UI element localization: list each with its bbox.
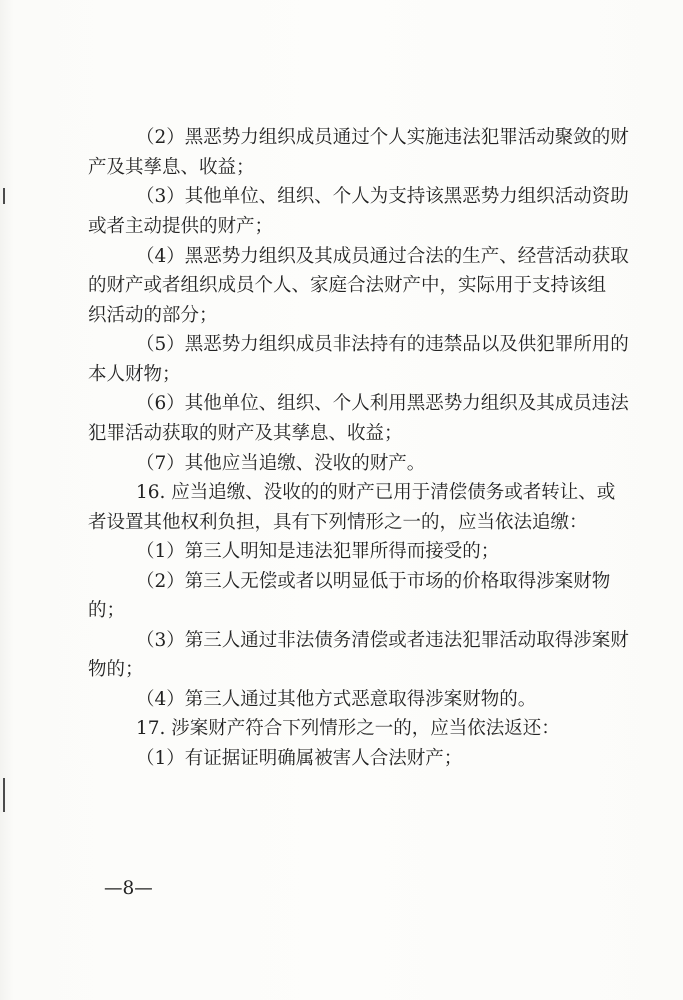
text-line: （6）其他单位、组织、个人利用黑恶势力组织及其成员违法 [136,393,629,414]
text-line: 16. 应当追缴、没收的的财产已用于清偿债务或者转让、或 [136,482,616,503]
text-line: 产及其孳息、收益； [88,157,255,178]
text-line: （7）其他应当追缴、没收的财产。 [136,453,426,474]
text-line: 犯罪活动获取的财产及其孳息、收益； [88,423,403,444]
text-line: （2）第三人无偿或者以明显低于市场的价格取得涉案财物 [136,571,611,592]
text-line: （3）第三人通过非法债务清偿或者违法犯罪活动取得涉案财 [136,630,629,651]
scan-edge-mark [3,188,5,204]
text-line: 的； [88,600,126,621]
text-line: （4）第三人通过其他方式恶意取得涉案财物的。 [136,689,537,710]
text-line: 者设置其他权利负担，具有下列情形之一的，应当依法追缴： [88,512,588,533]
text-line: （3）其他单位、组织、个人为支持该黑恶势力组织活动资助 [136,186,629,207]
text-line: 17. 涉案财产符合下列情形之一的，应当依法返还： [136,718,560,739]
text-line: 的财产或者组织成员个人、家庭合法财产中，实际用于支持该组 [88,275,607,296]
text-line: （1）第三人明知是违法犯罪所得而接受的； [136,541,500,562]
text-line: 本人财物； [88,364,181,385]
text-line: 物的； [88,659,144,680]
text-line: （1）有证据证明确属被害人合法财产； [136,748,463,769]
scan-edge-mark [3,778,5,812]
page-number: —8— [104,878,153,899]
text-line: （5）黑恶势力组织成员非法持有的违禁品以及供犯罪所用的 [136,334,629,355]
text-line: （4）黑恶势力组织及其成员通过合法的生产、经营活动获取 [136,246,629,267]
text-line: （2）黑恶势力组织成员通过个人实施违法犯罪活动聚敛的财 [136,127,629,148]
text-line: 织活动的部分； [88,305,218,326]
text-line: 或者主动提供的财产； [88,216,274,237]
